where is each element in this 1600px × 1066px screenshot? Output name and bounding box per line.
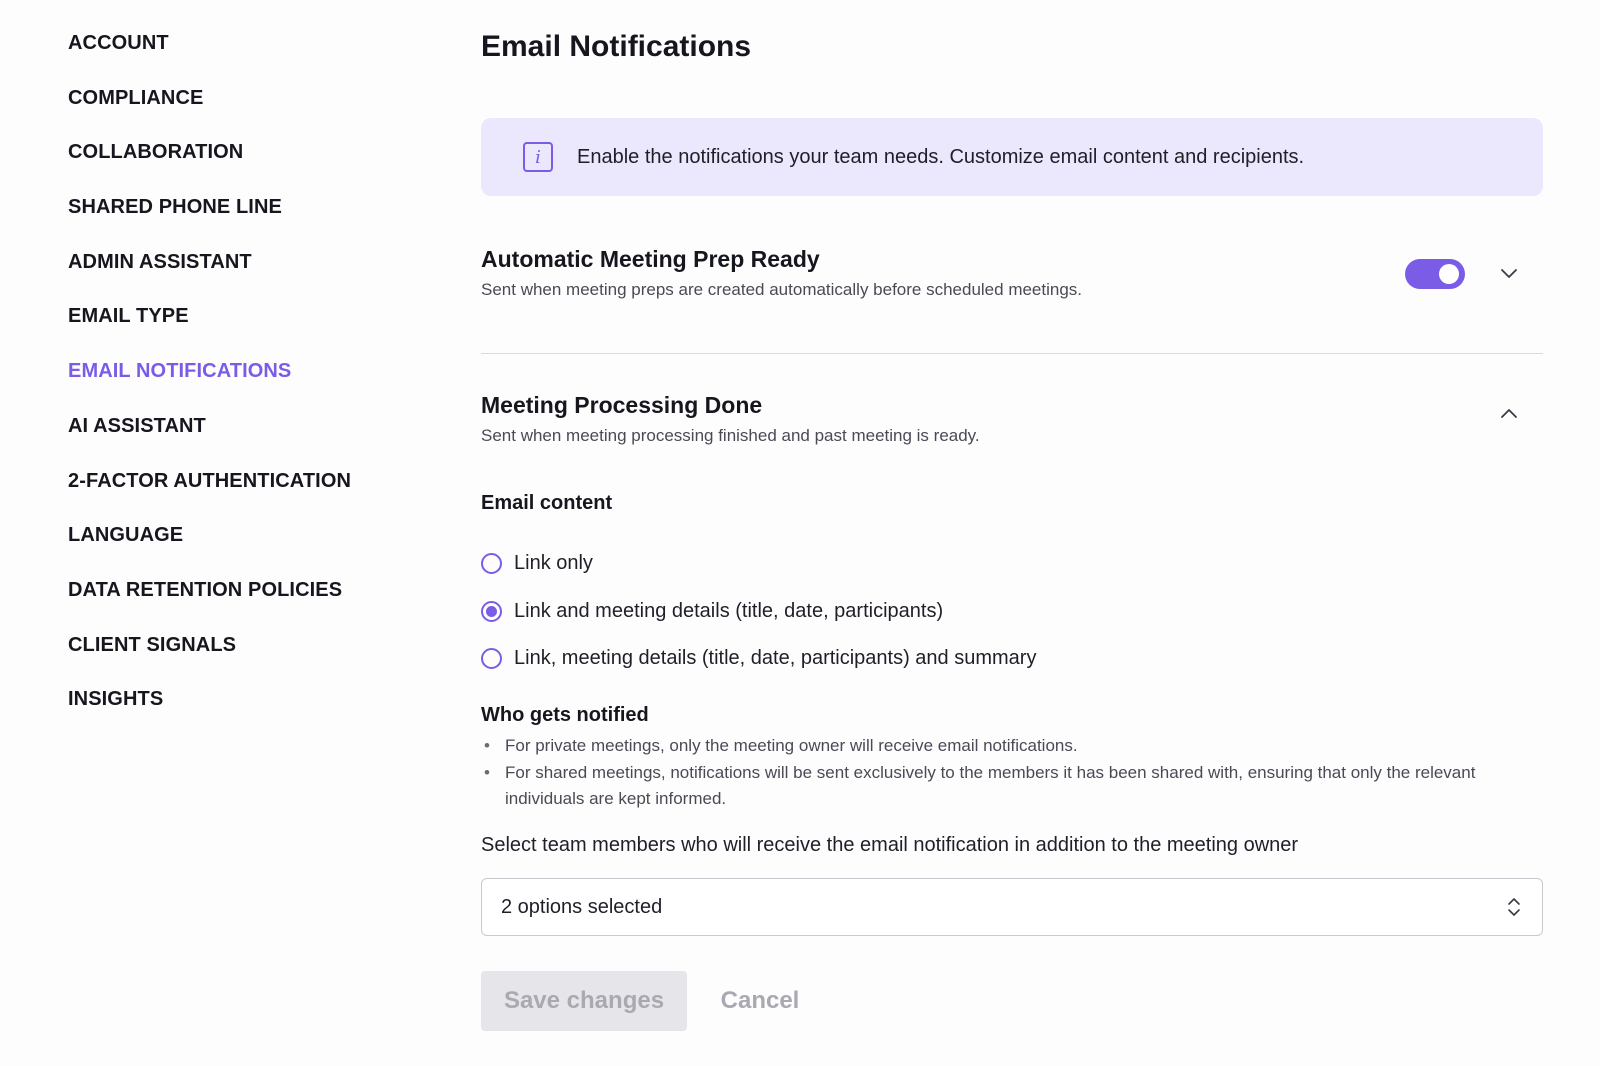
chevron-down-icon[interactable] xyxy=(1497,262,1521,286)
bullet-text: For private meetings, only the meeting owner will receive email notifications. xyxy=(505,736,1078,755)
notification-automatic-meeting-prep xyxy=(481,246,1543,300)
sidebar-item-account[interactable]: ACCOUNT xyxy=(68,32,169,54)
radio-label: Link only xyxy=(514,552,593,575)
radio-option-link-and-details[interactable] xyxy=(481,588,1036,636)
bullet-text: For shared meetings, notifications will be sent exclusively to the members it has been shared with, ensuring that only the relevant individuals are kept informed. xyxy=(505,762,1476,808)
cancel-button[interactable]: Cancel xyxy=(705,971,815,1031)
radio-label: Link and meeting details (title, date, participants) xyxy=(514,599,944,622)
email-content-heading: Email content xyxy=(481,492,613,514)
section-divider xyxy=(481,353,1543,354)
radio-option-link-only[interactable] xyxy=(481,540,1036,588)
radio-button[interactable] xyxy=(481,648,502,669)
section-title: Meeting Processing Done xyxy=(481,392,763,418)
sidebar-item-insights[interactable]: INSIGHTS xyxy=(68,688,164,711)
save-changes-button[interactable]: Save changes xyxy=(481,971,687,1031)
radio-option-link-details-summary[interactable] xyxy=(481,635,1036,683)
sidebar-item-2-factor-authentication[interactable]: 2-FACTOR AUTHENTICATION xyxy=(68,469,352,492)
enable-toggle[interactable] xyxy=(1405,259,1465,289)
sidebar-item-admin-assistant[interactable]: ADMIN ASSISTANT xyxy=(68,250,252,273)
section-description: Sent when meeting preps are created automatically before scheduled meetings. xyxy=(481,280,1083,299)
chevron-up-down-icon xyxy=(1506,896,1522,918)
settings-sidebar xyxy=(68,26,428,737)
select-value: 2 options selected xyxy=(501,895,663,918)
sidebar-item-shared-phone-line[interactable]: SHARED PHONE LINE xyxy=(68,196,282,219)
notification-rules-list xyxy=(481,733,1543,813)
sidebar-item-language[interactable]: LANGUAGE xyxy=(68,524,184,547)
list-item xyxy=(481,733,1543,760)
toggle-knob xyxy=(1439,264,1459,284)
sidebar-item-compliance[interactable]: COMPLIANCE xyxy=(68,86,204,109)
radio-button-checked[interactable] xyxy=(481,601,502,622)
info-banner xyxy=(481,118,1543,196)
info-icon: i xyxy=(523,142,553,172)
sidebar-item-collaboration[interactable]: COLLABORATION xyxy=(68,141,244,164)
section-title: Automatic Meeting Prep Ready xyxy=(481,246,820,272)
recipients-multiselect[interactable] xyxy=(481,878,1543,936)
bullet-dot: • xyxy=(484,762,490,782)
recipients-select-label: Select team members who will receive the email notification in addition to the meeting owner xyxy=(481,834,1299,856)
page-title: Email Notifications xyxy=(481,30,752,63)
list-item xyxy=(481,760,1543,813)
radio-button[interactable] xyxy=(481,553,502,574)
email-content-radio-group xyxy=(481,540,1036,683)
sidebar-item-data-retention-policies[interactable]: DATA RETENTION POLICIES xyxy=(68,578,343,601)
sidebar-item-email-type[interactable]: EMAIL TYPE xyxy=(68,305,189,328)
bullet-dot: • xyxy=(484,736,490,755)
chevron-up-icon[interactable] xyxy=(1497,402,1521,426)
section-description: Sent when meeting processing finished and past meeting is ready. xyxy=(481,426,980,445)
sidebar-item-client-signals[interactable]: CLIENT SIGNALS xyxy=(68,633,237,656)
notification-meeting-processing-done xyxy=(481,392,1543,446)
sidebar-item-email-notifications[interactable]: EMAIL NOTIFICATIONS xyxy=(68,360,292,383)
radio-label: Link, meeting details (title, date, participants) and summary xyxy=(514,647,1037,670)
who-gets-notified-heading: Who gets notified xyxy=(481,704,649,726)
info-banner-text: Enable the notifications your team needs. Customize email content and recipients. xyxy=(577,145,1305,168)
sidebar-item-ai-assistant[interactable]: AI ASSISTANT xyxy=(68,414,206,437)
